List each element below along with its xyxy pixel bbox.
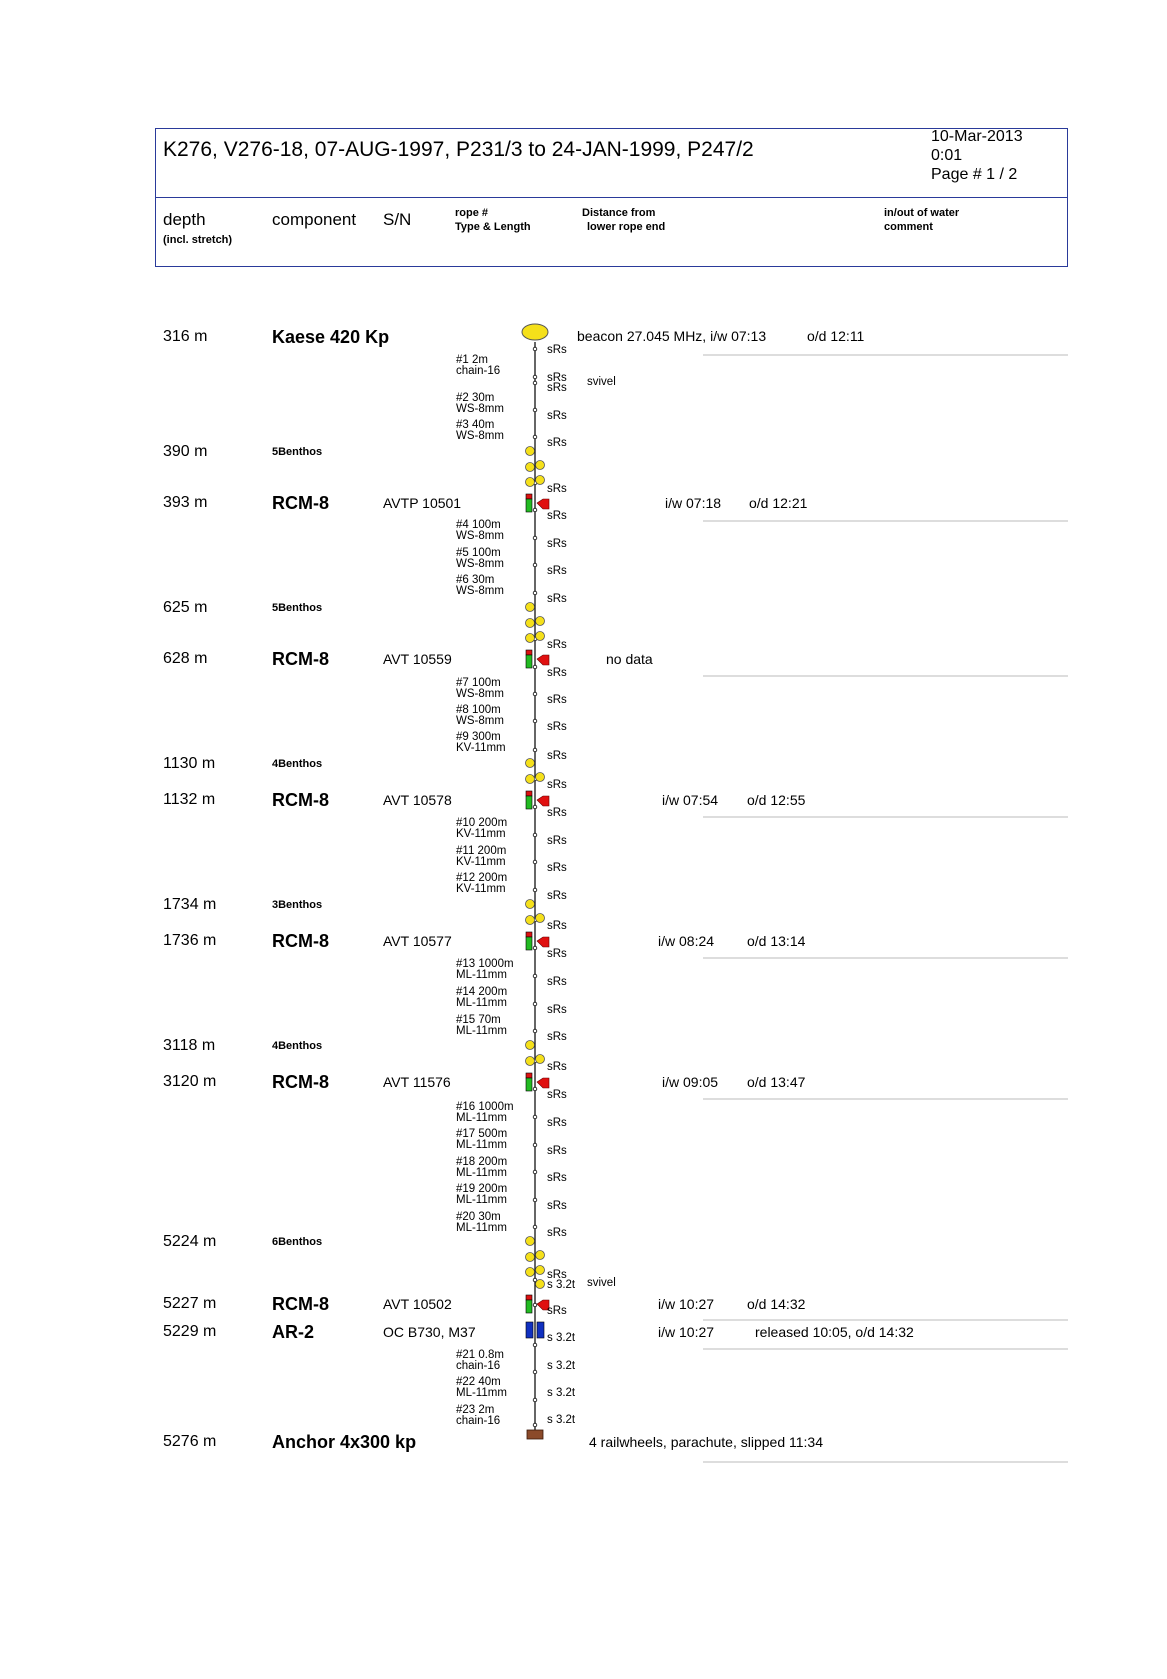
benthos-float-icon <box>526 1253 535 1262</box>
benthos-float-icon <box>526 634 535 643</box>
rope-type: ML-11mm <box>456 969 507 981</box>
instrument-note: o/d 12:21 <box>749 495 808 511</box>
shackle-label: sRs <box>547 862 567 874</box>
shackle-icon <box>533 536 537 540</box>
rope-label <box>456 1212 507 1234</box>
rope-type: ML-11mm <box>456 1387 507 1399</box>
benthos-float-icon <box>536 1055 545 1064</box>
rope-type: chain-16 <box>456 1360 501 1372</box>
rope-label <box>456 1350 504 1372</box>
shackle-icon <box>533 508 537 512</box>
float-icon <box>522 324 548 340</box>
benthos-float-icon <box>536 617 545 626</box>
shackle-label: sRs <box>547 483 567 495</box>
instrument-note: released 10:05, o/d 14:32 <box>755 1324 914 1340</box>
rope-type: KV-11mm <box>456 742 506 754</box>
shackle-label: sRs <box>547 807 567 819</box>
shackle-label: sRs <box>547 1145 567 1157</box>
rope-label <box>456 818 507 840</box>
rope-number: #23 2m <box>456 1404 495 1416</box>
rcm-body-icon <box>526 937 532 950</box>
instrument-note: i/w 08:24 <box>658 933 715 949</box>
instrument-note: o/d 12:55 <box>747 792 806 808</box>
shackle-label: s 3.2t <box>547 1387 576 1399</box>
rope-label <box>456 575 504 597</box>
shackle-icon <box>533 347 537 351</box>
shackle-label: sRs <box>547 835 567 847</box>
benthos-float-icon <box>536 1280 545 1289</box>
shackle-icon <box>533 1423 537 1427</box>
rope-label <box>456 846 506 868</box>
benthos-float-icon <box>526 1237 535 1246</box>
benthos-float-icon <box>526 619 535 628</box>
shackle-label: s 3.2t <box>547 1279 576 1291</box>
col-depth-sub: (incl. stretch) <box>163 234 233 246</box>
rope-type: WS-8mm <box>456 558 504 570</box>
serial-number: AVT 11576 <box>383 1074 451 1090</box>
rope-type: ML-11mm <box>456 997 507 1009</box>
rcm-cap-icon <box>526 1295 532 1300</box>
instrument-note: o/d 14:32 <box>747 1296 806 1312</box>
shackle-icon <box>533 591 537 595</box>
rope-label <box>456 959 514 981</box>
shackle-label: sRs <box>547 344 567 356</box>
rope-type: ML-11mm <box>456 1025 507 1037</box>
rope-label <box>456 1405 500 1427</box>
shackle-label: s 3.2t <box>547 1360 576 1372</box>
rope-number: #6 30m <box>456 574 495 586</box>
rcm-body-icon <box>526 796 532 809</box>
shackle-icon <box>533 665 537 669</box>
rope-type: KV-11mm <box>456 883 506 895</box>
rope-number: #17 500m <box>456 1128 508 1140</box>
shackle-icon <box>533 381 537 385</box>
rcm-vane-icon <box>537 937 549 947</box>
col-depth: depth <box>163 210 206 229</box>
shackle-icon <box>533 1115 537 1119</box>
rcm-vane-icon <box>537 655 549 665</box>
rope-number: #21 0.8m <box>456 1349 504 1361</box>
rope-type: chain-16 <box>456 365 501 377</box>
rope-label <box>456 873 507 895</box>
component-label: 5Benthos <box>272 446 323 458</box>
page-number: Page # 1 / 2 <box>931 166 1018 183</box>
rope-number: #22 40m <box>456 1376 501 1388</box>
rope-type: ML-11mm <box>456 1112 507 1124</box>
rcm-body-icon <box>526 1078 532 1091</box>
shackle-icon <box>533 1225 537 1229</box>
shackle-label: sRs <box>547 779 567 791</box>
shackle-icon <box>533 408 537 412</box>
shackle-icon <box>533 1398 537 1402</box>
shackle-icon <box>533 860 537 864</box>
rcm-cap-icon <box>526 932 532 937</box>
shackle-icon <box>533 888 537 892</box>
component-label: 4Benthos <box>272 1040 323 1052</box>
rope-type: WS-8mm <box>456 715 504 727</box>
header-time: 0:01 <box>931 147 963 164</box>
component-label: AR-2 <box>272 1322 315 1342</box>
rope-label <box>456 520 504 542</box>
col-rope-1: rope # <box>455 207 489 219</box>
shackle-icon <box>533 1343 537 1347</box>
instrument-note: i/w 10:27 <box>658 1296 715 1312</box>
rope-number: #10 200m <box>456 817 508 829</box>
rope-type: WS-8mm <box>456 403 504 415</box>
instrument-note: i/w 10:27 <box>658 1324 715 1340</box>
instrument-note: i/w 07:54 <box>662 792 719 808</box>
rope-number: #1 2m <box>456 354 488 366</box>
shackle-icon <box>533 974 537 978</box>
shackle-label: sRs <box>547 976 567 988</box>
shackle-icon <box>533 1087 537 1091</box>
component-label: 4Benthos <box>272 758 323 770</box>
rope-number: #4 100m <box>456 519 501 531</box>
rcm-body-icon <box>526 499 532 512</box>
shackle-icon <box>533 692 537 696</box>
shackle-icon <box>533 1198 537 1202</box>
col-component: component <box>272 210 357 229</box>
col-dist-2: lower rope end <box>587 221 666 233</box>
shackle-icon <box>533 435 537 439</box>
benthos-float-icon <box>526 478 535 487</box>
component-label: RCM-8 <box>272 931 329 951</box>
instrument-note: o/d 13:47 <box>747 1074 806 1090</box>
rope-number: #14 200m <box>456 986 508 998</box>
benthos-float-icon <box>536 773 545 782</box>
instrument-note: i/w 09:05 <box>662 1074 719 1090</box>
depth-label: 3118 m <box>163 1037 216 1054</box>
col-inout-1: in/out of water <box>884 207 960 219</box>
instrument-note: i/w 07:18 <box>665 495 722 511</box>
rope-number: #19 200m <box>456 1183 508 1195</box>
depth-label: 5229 m <box>163 1323 217 1340</box>
benthos-float-icon <box>526 447 535 456</box>
rope-label <box>456 393 504 415</box>
release-icon <box>526 1322 533 1338</box>
benthos-float-icon <box>526 1268 535 1277</box>
serial-number: OC B730, M37 <box>383 1324 476 1340</box>
depth-label: 1734 m <box>163 896 217 913</box>
shackle-icon <box>533 805 537 809</box>
rope-label <box>456 1129 507 1151</box>
shackle-label: sRs <box>547 694 567 706</box>
rcm-cap-icon <box>526 1073 532 1078</box>
shackle-label: sRs <box>547 721 567 733</box>
col-dist-1: Distance from <box>582 207 656 219</box>
release-icon <box>537 1322 544 1338</box>
rope-type: ML-11mm <box>456 1139 507 1151</box>
rope-type: WS-8mm <box>456 430 504 442</box>
shackle-label: sRs <box>547 890 567 902</box>
rope-label <box>456 1015 507 1037</box>
instrument-note: o/d 13:14 <box>747 933 806 949</box>
shackle-label: sRs <box>547 667 567 679</box>
shackle-icon <box>533 1143 537 1147</box>
rope-number: #20 30m <box>456 1211 501 1223</box>
rope-label <box>456 987 507 1009</box>
rope-type: chain-16 <box>456 1415 501 1427</box>
component-label: RCM-8 <box>272 649 329 669</box>
depth-label: 5227 m <box>163 1295 217 1312</box>
shackle-label: sRs <box>547 1200 567 1212</box>
shackle-label: sRs <box>547 1117 567 1129</box>
rcm-vane-icon <box>537 796 549 806</box>
rcm-body-icon <box>526 1300 532 1313</box>
rope-label <box>456 705 504 727</box>
depth-label: 628 m <box>163 650 208 667</box>
depth-label: 625 m <box>163 599 208 616</box>
shackle-label: sRs <box>547 1089 567 1101</box>
rope-type: ML-11mm <box>456 1167 507 1179</box>
shackle-icon <box>533 1303 537 1307</box>
rope-type: WS-8mm <box>456 688 504 700</box>
shackle-label: sRs <box>547 538 567 550</box>
rope-label <box>456 548 504 570</box>
depth-label: 393 m <box>163 494 208 511</box>
depth-label: 1130 m <box>163 755 216 772</box>
depth-label: 5224 m <box>163 1233 217 1250</box>
serial-number: AVT 10559 <box>383 651 452 667</box>
shackle-icon <box>533 1029 537 1033</box>
rope-type: WS-8mm <box>456 585 504 597</box>
rcm-vane-icon <box>537 1078 549 1088</box>
rope-label <box>456 1377 507 1399</box>
benthos-float-icon <box>536 1251 545 1260</box>
component-label: 5Benthos <box>272 602 323 614</box>
shackle-icon <box>533 1170 537 1174</box>
shackle-icon <box>533 1002 537 1006</box>
shackle-label: sRs <box>547 948 567 960</box>
shackle-label: sRs <box>547 410 567 422</box>
depth-label: 1736 m <box>163 932 217 949</box>
rope-number: #15 70m <box>456 1014 501 1026</box>
depth-label: 3120 m <box>163 1073 217 1090</box>
shackle-label: sRs <box>547 1004 567 1016</box>
shackle-label: sRs <box>547 1305 567 1317</box>
shackle-label: sRs <box>547 1172 567 1184</box>
col-sn: S/N <box>383 210 412 229</box>
shackle-icon <box>533 833 537 837</box>
shackle-label: sRs <box>547 1227 567 1239</box>
rope-label <box>456 732 506 754</box>
shackle-label: sRs <box>547 372 567 384</box>
rcm-cap-icon <box>526 494 532 499</box>
shackle-label: sRs <box>547 920 567 932</box>
shackle-label: s 3.2t <box>547 1414 576 1426</box>
instrument-note: no data <box>606 651 653 667</box>
rope-number: #13 1000m <box>456 958 514 970</box>
page-title: K276, V276-18, 07-AUG-1997, P231/3 to 24-JAN-1999, P247/2 <box>163 138 754 161</box>
benthos-float-icon <box>536 1266 545 1275</box>
shackle-icon <box>533 375 537 379</box>
rope-type: KV-11mm <box>456 856 506 868</box>
shackle-icon <box>533 946 537 950</box>
serial-number: AVT 10577 <box>383 933 452 949</box>
shackle-label: sRs <box>547 639 567 651</box>
rope-number: #2 30m <box>456 392 495 404</box>
depth-label: 316 m <box>163 328 208 345</box>
rope-type: ML-11mm <box>456 1222 507 1234</box>
depth-label: 1132 m <box>163 791 216 808</box>
swivel-label: svivel <box>587 376 616 388</box>
depth-label: 5276 m <box>163 1433 217 1450</box>
benthos-float-icon <box>526 463 535 472</box>
instrument-note: 4 railwheels, parachute, slipped 11:34 <box>589 1434 824 1450</box>
header-date: 10-Mar-2013 <box>931 128 1023 145</box>
swivel-label: svivel <box>587 1277 616 1289</box>
shackle-label: sRs <box>547 565 567 577</box>
rope-number: #9 300m <box>456 731 501 743</box>
component-label: RCM-8 <box>272 1072 329 1092</box>
rope-label <box>456 1157 507 1179</box>
rope-number: #12 200m <box>456 872 508 884</box>
shackle-label: sRs <box>547 1031 567 1043</box>
rope-number: #8 100m <box>456 704 501 716</box>
component-label: Kaese 420 Kp <box>272 327 390 347</box>
rcm-vane-icon <box>537 499 549 509</box>
component-label: RCM-8 <box>272 790 329 810</box>
benthos-float-icon <box>526 603 535 612</box>
rope-number: #11 200m <box>456 845 507 857</box>
shackle-icon <box>533 1370 537 1374</box>
benthos-float-icon <box>536 632 545 641</box>
rope-label <box>456 1184 507 1206</box>
benthos-float-icon <box>526 1057 535 1066</box>
instrument-note: o/d 12:11 <box>807 328 865 344</box>
shackle-label: sRs <box>547 1061 567 1073</box>
shackle-icon <box>533 748 537 752</box>
col-rope-2: Type & Length <box>455 221 531 233</box>
component-label: 6Benthos <box>272 1236 323 1248</box>
shackle-icon <box>533 719 537 723</box>
col-inout-2: comment <box>884 221 933 233</box>
shackle-icon <box>533 563 537 567</box>
serial-number: AVT 10578 <box>383 792 452 808</box>
instrument-note: beacon 27.045 MHz, i/w 07:13 <box>577 328 767 344</box>
rope-label <box>456 420 504 442</box>
benthos-float-icon <box>536 476 545 485</box>
rope-number: #7 100m <box>456 677 501 689</box>
benthos-float-icon <box>536 461 545 470</box>
rope-label <box>456 1102 514 1124</box>
rcm-cap-icon <box>526 791 532 796</box>
depth-label: 390 m <box>163 443 208 460</box>
benthos-float-icon <box>526 775 535 784</box>
anchor-icon <box>527 1430 543 1439</box>
shackle-label: sRs <box>547 510 567 522</box>
shackle-label: sRs <box>547 437 567 449</box>
rope-type: ML-11mm <box>456 1194 507 1206</box>
rope-number: #3 40m <box>456 419 495 431</box>
shackle-label: sRs <box>547 593 567 605</box>
rope-number: #5 100m <box>456 547 501 559</box>
component-label: RCM-8 <box>272 1294 329 1314</box>
component-label: 3Benthos <box>272 899 323 911</box>
serial-number: AVTP 10501 <box>383 495 462 511</box>
benthos-float-icon <box>536 914 545 923</box>
rope-type: WS-8mm <box>456 530 504 542</box>
benthos-float-icon <box>526 900 535 909</box>
rcm-body-icon <box>526 655 532 668</box>
benthos-float-icon <box>526 1041 535 1050</box>
rope-number: #18 200m <box>456 1156 508 1168</box>
rcm-cap-icon <box>526 650 532 655</box>
component-label: Anchor 4x300 kp <box>272 1432 417 1452</box>
rope-number: #16 1000m <box>456 1101 514 1113</box>
shackle-label: sRs <box>547 750 567 762</box>
rope-label <box>456 678 504 700</box>
benthos-float-icon <box>526 759 535 768</box>
shackle-label: s 3.2t <box>547 1332 576 1344</box>
serial-number: AVT 10502 <box>383 1296 452 1312</box>
shackle-label: sRs <box>547 1269 567 1281</box>
rope-label <box>456 355 500 377</box>
component-label: RCM-8 <box>272 493 329 513</box>
shackle-label: sRs <box>547 382 567 394</box>
benthos-float-icon <box>526 916 535 925</box>
rope-type: KV-11mm <box>456 828 506 840</box>
